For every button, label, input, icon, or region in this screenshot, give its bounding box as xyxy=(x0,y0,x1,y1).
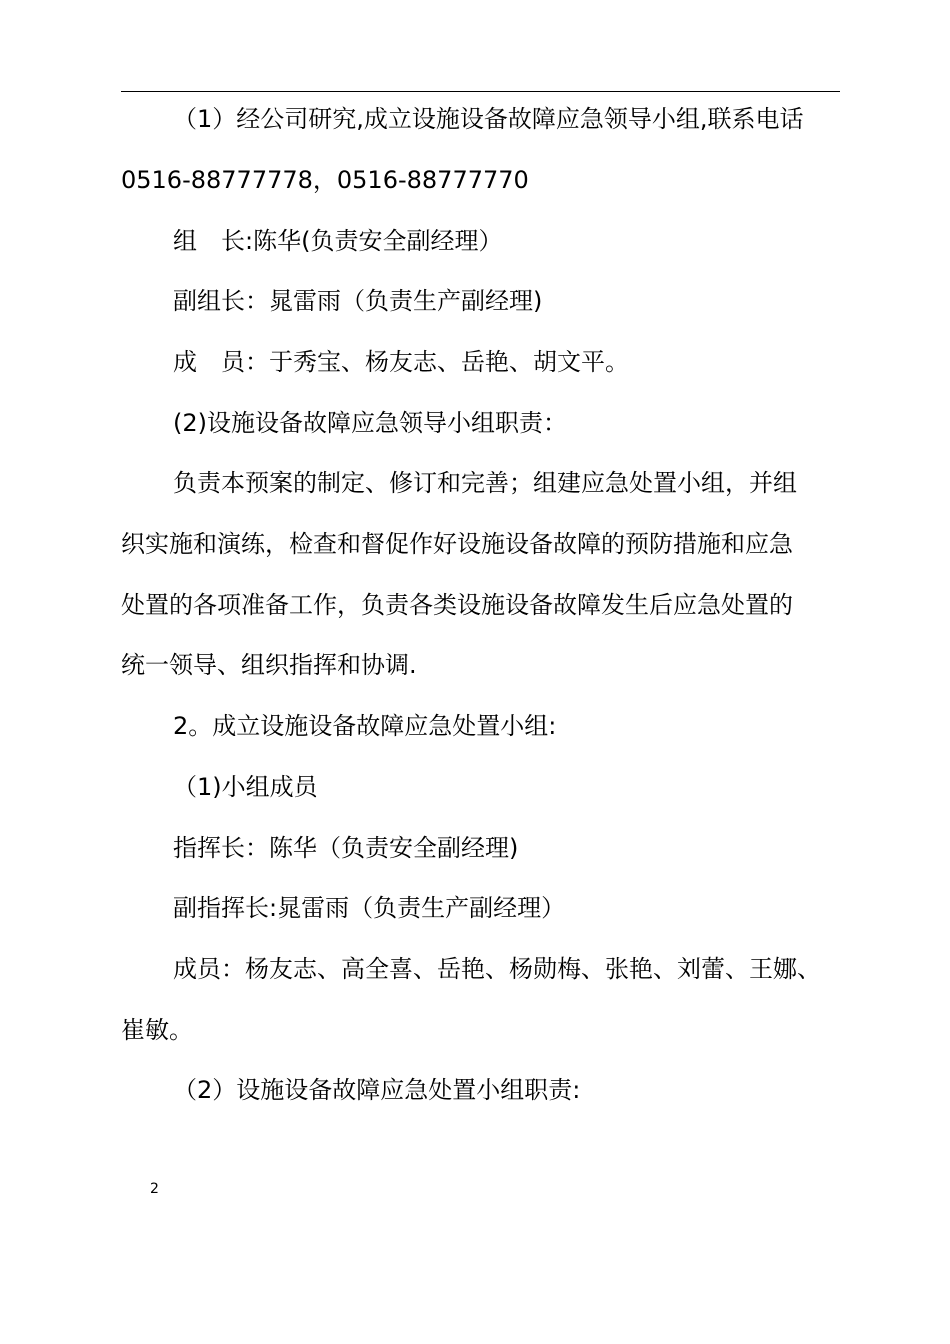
text-line-4: 副组长：晁雷雨（负责生产副经理) xyxy=(173,287,543,315)
text-line-1: （1）经公司研究,成立设施设备故障应急领导小组,联系电话 xyxy=(173,105,804,133)
text-line-11: 2。成立设施设备故障应急处置小组: xyxy=(173,712,557,740)
text-line-5: 成 员：于秀宝、杨友志、岳艳、胡文平。 xyxy=(173,348,629,376)
text-line-2: 0516-88777778，0516-88777770 xyxy=(121,166,529,194)
text-line-10: 统一领导、组织指挥和协调. xyxy=(121,651,417,679)
page-number: 2 xyxy=(150,1181,159,1197)
header-rule xyxy=(121,91,840,92)
text-line-12: （1)小组成员 xyxy=(173,773,318,801)
text-line-9: 处置的各项准备工作，负责各类设施设备故障发生后应急处置的 xyxy=(121,591,793,619)
text-line-3: 组 长:陈华(负责安全副经理） xyxy=(173,227,503,255)
text-line-13: 指挥长：陈华（负责安全副经理) xyxy=(173,834,519,862)
text-line-16: 崔敏。 xyxy=(121,1016,193,1044)
text-line-6: (2)设施设备故障应急领导小组职责： xyxy=(173,409,567,437)
text-line-7: 负责本预案的制定、修订和完善；组建应急处置小组，并组 xyxy=(173,469,797,497)
text-line-8: 织实施和演练，检查和督促作好设施设备故障的预防措施和应急 xyxy=(121,530,793,558)
text-line-15: 成员：杨友志、高全喜、岳艳、杨勋梅、张艳、刘蕾、王娜、 xyxy=(173,955,821,983)
text-line-14: 副指挥长:晁雷雨（负责生产副经理） xyxy=(173,894,566,922)
text-line-17: （2）设施设备故障应急处置小组职责: xyxy=(173,1076,581,1104)
